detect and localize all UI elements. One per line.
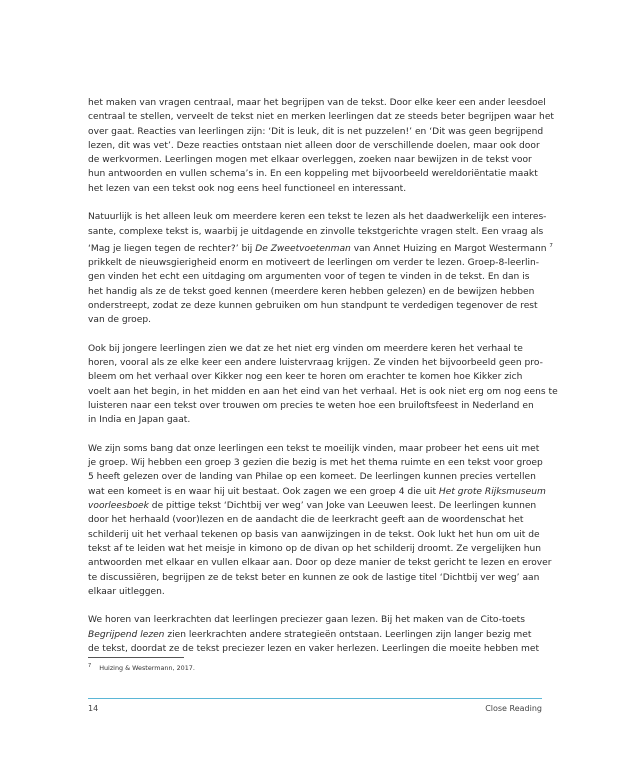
text-line: je groep. Wij hebben een groep 3 gezien die bezig is met het thema ruimte en een tekst voor groep — [88, 458, 543, 469]
text-line: door het herhaald (voor)lezen en de aandacht die de leerkracht geeft aan de woordenschat het — [88, 515, 524, 526]
text-line: 5 heeft gelezen over de landing van Philae op een komeet. De leerlingen kunnen precies vertellen — [88, 472, 536, 483]
text-line: We horen van leerkrachten dat leerlingen preciezer gaan lezen. Bij het maken van de Cito-toets — [88, 615, 525, 626]
text-line: Begrijpend lezen zien leerkrachten andere strategieën ontstaan. Leerlingen zijn langer bezig met — [88, 629, 532, 640]
text-line: elkaar uitleggen. — [88, 586, 165, 597]
paragraph — [88, 442, 552, 599]
footnote-text: Huizing & Westermann, 2017. — [99, 664, 195, 673]
text-line: te discussiëren, begrijpen ze de tekst beter en kunnen ze ook de lastige titel ‘Dichtbij ver weg’ aan — [88, 572, 540, 583]
body-text — [88, 96, 558, 673]
paragraph — [88, 342, 558, 428]
italic-title: Begrijpend lezen — [88, 629, 165, 640]
text-line: bleem om het verhaal over Kikker nog een keer te horen om erachter te komen hoe Kikker zich — [88, 372, 523, 383]
footnote-reference[interactable]: 7 — [549, 242, 553, 249]
text-line: prikkelt de nieuwsgierigheid enorm en motiveert de leerlingen om verder te lezen. Groep-8-leerlin- — [88, 258, 540, 269]
text-line: Natuurlijk is het alleen leuk om meerdere keren een tekst te lezen als het daadwerkelijk een interes- — [88, 212, 547, 223]
footnote-number: 7 — [88, 663, 92, 669]
text-line: schilderij uit het verhaal tekenen op basis van aanwijzingen in de tekst. Ook lukt het hun om uit de — [88, 529, 540, 540]
text-line: voorleesboek de pittige tekst ‘Dichtbij ver weg’ van Joke van Leeuwen leest. De leerlingen kunnen — [88, 501, 537, 512]
italic-title: De Zweetvoetenman — [255, 243, 351, 254]
text-line: over gaat. Reacties van leerlingen zijn: ‘Dit is leuk, dit is net puzzelen!’ en ‘Dit was geen begrijpend — [88, 126, 544, 137]
running-title: Close Reading — [485, 704, 542, 713]
text-line: antwoorden met elkaar en vullen elkaar aan. Door op deze manier de tekst gericht te lezen en erover — [88, 558, 552, 569]
text-line: ‘Mag je liegen tegen de rechter?’ bij De Zweetvoetenman van Annet Huizing en Margot Westermann $^7$ — [88, 242, 553, 254]
footer-divider — [88, 698, 542, 699]
footnote — [88, 663, 195, 672]
text-line: We zijn soms bang dat onze leerlingen een tekst te moeilijk vinden, maar probeer het eens uit met — [88, 443, 540, 454]
text-line: de tekst, doordat ze de tekst preciezer lezen en vaker herlezen. Leerlingen die moeite hebben met — [88, 643, 540, 654]
text-line: Ook bij jongere leerlingen zien we dat ze het niet erg vinden om meerdere keren het verhaal te — [88, 343, 523, 354]
text-line: voelt aan het begin, in het midden en aan het eind van het verhaal. Het is ook niet erg om nog eens te — [88, 386, 558, 397]
paragraph — [88, 96, 554, 196]
text-line: het handig als ze de tekst goed kennen (meerdere keren hebben gelezen) en de bewijzen hebben — [88, 286, 535, 297]
text-line: tekst af te leiden wat het meisje in kimono op de divan op het schilderij droomt. Ze vergelijken hun — [88, 543, 542, 554]
italic-title: voorleesboek — [88, 501, 149, 512]
text-line: onderstreept, zodat ze deze kunnen gebruiken om hun standpunt te verdedigen tegenover de rest — [88, 301, 538, 312]
text-line: het maken van vragen centraal, maar het begrijpen van de tekst. Door elke keer een ander leesdoel — [88, 98, 546, 108]
text-line: wat een komeet is en waar hij uit bestaat. Ook zagen we een groep 4 die uit Het grote Rijksmuseum — [88, 486, 546, 497]
page-number: 14 — [88, 704, 99, 713]
text-line: de werkvormen. Leerlingen mogen met elkaar overleggen, zoeken naar bewijzen in de tekst voor — [88, 155, 532, 166]
paragraph — [88, 613, 542, 656]
text-line: lezen, dit was vet’. Deze reacties ontstaan niet alleen door de verschillende doelen, maar ook door — [88, 140, 540, 151]
paragraph — [88, 210, 553, 327]
text-line: hun antwoorden en vullen schema’s in. En een koppeling met bijvoorbeeld wereldoriëntatie maakt — [88, 169, 538, 180]
italic-title: Het grote Rijksmuseum — [438, 486, 546, 497]
text-line: gen vinden het echt een uitdaging om argumenten voor of tegen te vinden in de tekst. En dan is — [88, 272, 530, 283]
text-line: van de groep. — [88, 315, 151, 326]
text-line: sante, complexe tekst is, waarbij je uitdagende en zinvolle tekstgerichte vragen stelt. Een vraag als — [88, 226, 544, 237]
footnote-divider — [88, 657, 184, 658]
text-line: centraal te stellen, verveelt de tekst niet en merken leerlingen dat ze steeds beter begrijpen waar het — [88, 112, 554, 123]
text-line: luisteren naar een tekst over trouwen om precies te weten hoe een bruiloftsfeest in Nederland en — [88, 401, 534, 412]
text-line: het lezen van een tekst ook nog eens heel functioneel en interessant. — [88, 183, 407, 194]
text-line: horen, vooral als ze elke keer een andere luistervraag krijgen. Ze vinden het bijvoorbeeld geen pro- — [88, 358, 543, 369]
text-line: in India en Japan gaat. — [88, 415, 191, 426]
